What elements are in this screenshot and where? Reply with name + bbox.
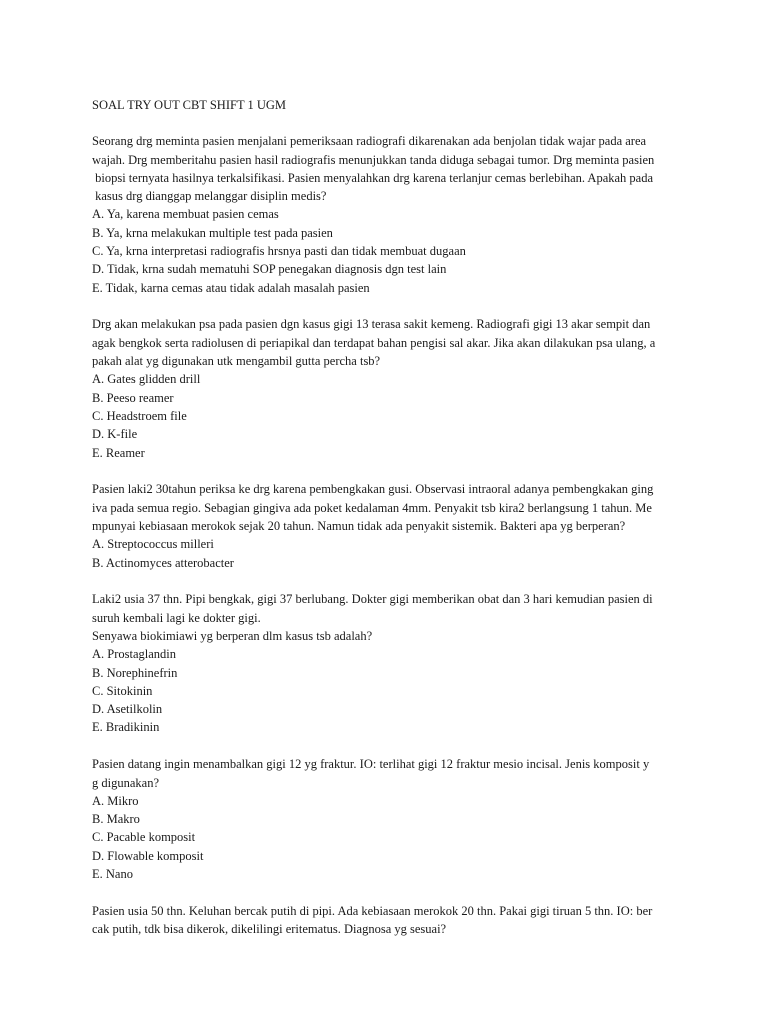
question-text-line: Laki2 usia 37 thn. Pipi bengkak, gigi 37 berlubang. Dokter gigi memberikan obat dan 3 hari kemudian pasien di: [92, 592, 653, 607]
answer-option: A. Streptococcus milleri: [92, 537, 214, 552]
question-text-line: suruh kembali lagi ke dokter gigi.: [92, 610, 261, 625]
question-text-line: agak bengkok serta radiolusen di periapikal dan terdapat bahan pengisi sal akar. Jika akan dilakukan psa ulang, a: [92, 335, 656, 350]
answer-option: C. Sitokinin: [92, 683, 153, 698]
answer-option: E. Tidak, karna cemas atau tidak adalah masalah pasien: [92, 280, 370, 295]
answer-option: A. Mikro: [92, 793, 139, 808]
question-text-line: Drg akan melakukan psa pada pasien dgn kasus gigi 13 terasa sakit kemeng. Radiografi gigi 13 akar sempit dan: [92, 317, 651, 332]
question-text-line: Seorang drg meminta pasien menjalani pemeriksaan radiografi dikarenakan ada benjolan tidak wajar pada area: [92, 134, 647, 149]
answer-option: D. K-file: [92, 427, 138, 442]
answer-option: A. Ya, karena membuat pasien cemas: [92, 207, 279, 222]
answer-option: B. Ya, krna melakukan multiple test pada pasien: [92, 225, 333, 240]
question-text-line: Senyawa biokimiawi yg berperan dlm kasus tsb adalah?: [92, 628, 373, 643]
question-block: [92, 902, 692, 939]
question-text-line: Pasien laki2 30tahun periksa ke drg karena pembengkakan gusi. Observasi intraoral adanya pembengkakan ging: [92, 482, 654, 497]
question-text-line: iva pada semua regio. Sebagian gingiva ada poket kedalaman 4mm. Penyakit tsb kira2 berlangsung 1 tahun. Me: [92, 500, 652, 515]
document-page: [92, 96, 692, 957]
answer-option: D. Tidak, krna sudah mematuhi SOP penegakan diagnosis dgn test lain: [92, 262, 447, 277]
question-list: [92, 132, 692, 938]
answer-option: D. Asetilkolin: [92, 702, 163, 717]
question-block: [92, 755, 692, 883]
answer-option: C. Pacable komposit: [92, 830, 196, 845]
question-block: [92, 315, 692, 461]
question-text-line: g digunakan?: [92, 775, 159, 790]
question-text-line: Pasien usia 50 thn. Keluhan bercak putih di pipi. Ada kebiasaan merokok 20 thn. Pakai gigi tiruan 5 thn. IO: ber: [92, 903, 653, 918]
document-title: SOAL TRY OUT CBT SHIFT 1 UGM: [92, 98, 287, 112]
question-block: [92, 590, 692, 736]
question-text-line: wajah. Drg memberitahu pasien hasil radiografis menunjukkan tanda diduga sebagai tumor. Drg meminta pasien: [92, 152, 655, 167]
answer-option: E. Bradikinin: [92, 720, 160, 735]
answer-option: A. Prostaglandin: [92, 647, 177, 662]
question-block: [92, 132, 692, 297]
question-text-line: cak putih, tdk bisa dikerok, dikelilingi eritematus. Diagnosa yg sesuai?: [92, 922, 447, 937]
question-block: [92, 480, 692, 571]
answer-option: B. Norephinefrin: [92, 665, 178, 680]
question-text-line: biopsi ternyata hasilnya terkalsifikasi. Pasien menyalahkan drg karena terlanjur cemas berlebihan. Apakah pada: [92, 170, 654, 185]
question-text-line: pakah alat yg digunakan utk mengambil gutta percha tsb?: [92, 354, 381, 369]
answer-option: C. Headstroem file: [92, 408, 187, 423]
answer-option: B. Makro: [92, 812, 140, 827]
answer-option: D. Flowable komposit: [92, 848, 204, 863]
question-text-line: mpunyai kebiasaan merokok sejak 20 tahun. Namun tidak ada penyakit sistemik. Bakteri apa yg berperan?: [92, 518, 626, 533]
answer-option: A. Gates glidden drill: [92, 372, 201, 387]
answer-option: C. Ya, krna interpretasi radiografis hrsnya pasti dan tidak membuat dugaan: [92, 244, 466, 259]
answer-option: E. Reamer: [92, 445, 145, 460]
answer-option: B. Peeso reamer: [92, 390, 174, 405]
question-text-line: kasus drg dianggap melanggar disiplin medis?: [92, 189, 327, 204]
question-text-line: Pasien datang ingin menambalkan gigi 12 yg fraktur. IO: terlihat gigi 12 fraktur mesio incisal. Jenis komposit y: [92, 757, 650, 772]
answer-option: E. Nano: [92, 866, 133, 881]
answer-option: B. Actinomyces atterobacter: [92, 555, 234, 570]
